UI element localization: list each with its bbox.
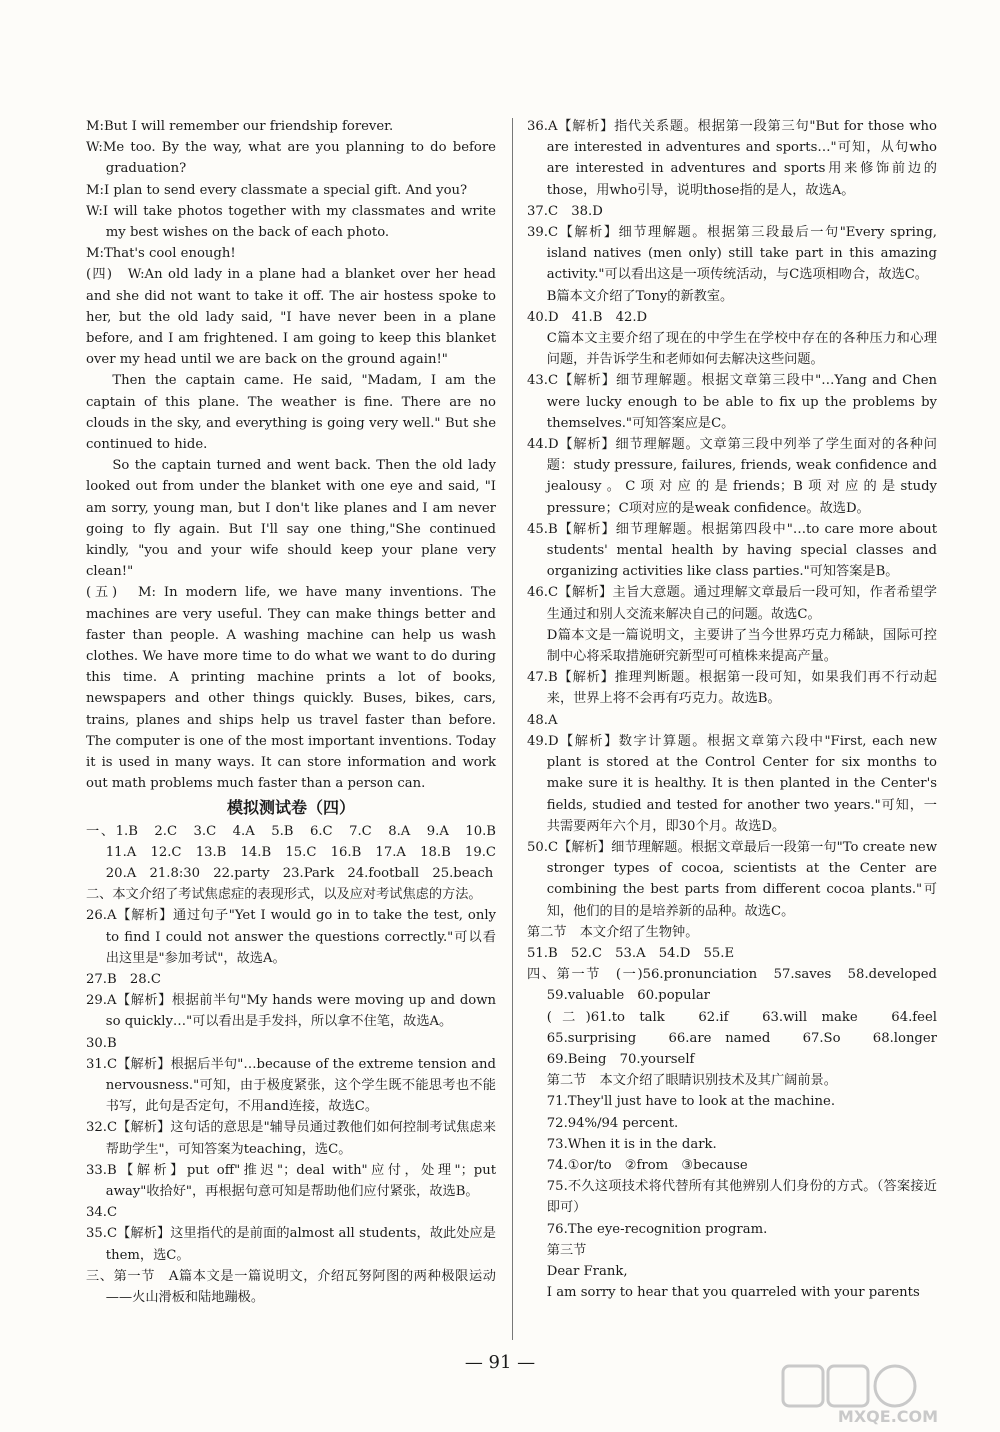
passage-paragraph: (五) M: In modern life, we have many inventions. The machines are very useful. They can make things better and faster than people. A washing machine can help us wash clothes. We have more time to do what we want to do during this time. A printing machine prints a lot of books, newspapers and other things quickly. Buses, bikes, cars, trains, planes and ships help us travel faster than before. The computer is one of the most important inventions. Today it is used in many ways. It can store information and work out math problems much faster than a person can. [86, 585, 496, 792]
footer-dash: — [511, 1352, 536, 1373]
letter-body: I am sorry to hear that you quarreled with your parents [546, 1285, 920, 1301]
passage-paragraph: (四) W:An old lady in a plane had a blanket over her head and she did not want to take it off. The air hostess spoke to her, but the old lady said, "I have never been in a plane before, and I am frightened. I am going to keep this blanket over my head until we are back on the ground again!" [86, 267, 496, 368]
dialogue-line: M:That's cool enough! [86, 246, 236, 262]
answer-line: 36.A【解析】指代关系题。根据第一段第三句"But for those who are interested in adventures and sports…"可知，从句who are interested in adventures and sports用来修饰前边的those，用who引导，说明those指的是人，故选A。 [527, 119, 937, 198]
answer-line: 三、第一节 A篇本文是一篇说明文，介绍瓦努阿图的两种极限运动——火山滑板和陆地蹦极。 [86, 1268, 496, 1305]
answer-line: 45.B【解析】细节理解题。根据第四段中"…to care more about students' mental health by having special classes and organizing activities like class parties."可知答案是B。 [527, 521, 937, 580]
column-divider [512, 118, 513, 1340]
answer-line: 74.①or/to ②from ③because [546, 1157, 748, 1173]
answer-line: 76.The eye-recognition program. [546, 1221, 768, 1237]
right-column [527, 116, 951, 1303]
answer-line: 27.B 28.C [86, 971, 161, 987]
answer-line: 26.A【解析】通过句子"Yet I would go in to take the test, only to find I could not answer the questions correctly."可以看出这里是"参加考试"，故选A。 [86, 908, 496, 966]
watermark-logo-icon [780, 1362, 995, 1428]
section-heading: 第二节 本文介绍了生物钟。 [527, 924, 699, 940]
answer-line: 71.They'll just have to look at the machine. [546, 1094, 836, 1110]
footer-dash: — [464, 1352, 489, 1373]
answer-line: 49.D【解析】数字计算题。根据文章第六段中"First, each new plant is stored at the Control Center for six months to make sure it is healthy. It is then planted in the Center's fields, studied and tested for another two years."可知，一共需要两年六个月，即30个月。故选D。 [527, 733, 937, 834]
answer-line: 43.C【解析】细节理解题。根据文章第三段中"…Yang and Chen were lucky enough to be able to fix up the problems by themselves."可知答案应是C。 [527, 373, 937, 431]
answer-line: 39.C【解析】细节理解题。根据第三段最后一句"Every spring, island natives (men only) still take part in this amazing activity."可以看出这是一项传统活动，与C选项相吻合，故选C。 [527, 225, 937, 283]
answer-line: 44.D【解析】细节理解题。文章第三段中列举了学生面对的各种问题：study pressure, failures, friends, weak confidence and jealousy。C项对应的是friends；B项对应的是study pressure；C项对应的是weak confidence。故选D。 [527, 437, 937, 516]
answer-line: 47.B【解析】推理判断题。根据第一段可知，如果我们再不行动起来，世界上将不会再有巧克力。故选B。 [527, 670, 937, 707]
passage-paragraph: So the captain turned and went back. Then the old lady looked out from under the blanket with one eye and said, "I am sorry, young man, but I don't like planes and I am never going to fly again. But I'll say one thing,"She continued kindly, "you and your wife should keep your plane very clean!" [86, 458, 496, 580]
answer-line: 48.A [527, 712, 558, 728]
dialogue-line: W:Me too. By the way, what are you planning to do before graduation? [86, 140, 496, 177]
dialogue-line: M:I plan to send every classmate a special gift. And you? [86, 182, 468, 198]
answer-line: 31.C【解析】根据后半句"…because of the extreme tension and nervousness."可知，由于极度紧张，这个学生既不能思考也不能书写，此句是否定句，不用and连接，故选C。 [86, 1056, 496, 1115]
answer-line: (二)61.to talk 62.if 63.will make 64.feel 65.surprising 66.are named 67.So 68.longer 69.Being 70.yourself [546, 1009, 951, 1067]
dialogue-line: M:But I will remember our friendship forever. [86, 119, 394, 134]
section-heading: 第三节 [546, 1242, 587, 1258]
answer-line: 50.C【解析】细节理解题。根据文章最后一段第一句"To create new stronger types of cocoa, scientists at the Center are combining the best parts from different cocoa plants."可知，他们的目的是培养新的品种。故选C。 [527, 839, 937, 919]
passage-summary: B篇本文介绍了Tony的新教室。 [546, 288, 734, 304]
answer-line: 35.C【解析】这里指代的是前面的almost all students，故此处应是them，选C。 [86, 1226, 496, 1263]
answer-line: 32.C【解析】这句话的意思是"辅导员通过教他们如何控制考试焦虑来帮助学生"，可知答案为teaching，选C。 [86, 1120, 496, 1157]
section-heading: 第二节 本文介绍了眼睛识别技术及其广阔前景。 [546, 1073, 837, 1089]
answer-line: 46.C【解析】主旨大意题。通过理解文章最后一段可知，作者希望学生通过和别人交流来解决自己的问题。故选C。 [527, 585, 937, 622]
answer-line: 33.B【解析】put off"推迟"；deal with"应付，处理"；put away"收拾好"，再根据句意可知是帮助他们应付紧张，故选B。 [86, 1162, 496, 1199]
letter-salutation: Dear Frank, [546, 1263, 628, 1279]
answer-line: 73.When it is in the dark. [546, 1136, 717, 1152]
answer-line: 30.B [86, 1035, 117, 1051]
passage-summary: D篇本文是一篇说明文，主要讲了当今世界巧克力稀缺，国际可控制中心将采取措施研究新型可可植株来提高产量。 [546, 627, 937, 665]
passage-paragraph: Then the captain came. He said, "Madam, I am the captain of this plane. The weather is fine. There are no clouds in the sky, and everything is going very well." But she continued to hide. [86, 373, 496, 453]
section-title: 模拟测试卷（四） [226, 797, 355, 817]
answer-line: 二、本文介绍了考试焦虑症的表现形式，以及应对考试焦虑的方法。 [86, 887, 482, 903]
answer-line: 34.C [86, 1205, 118, 1221]
answer-line: 72.94%/94 percent. [546, 1115, 679, 1131]
answer-line: 51.B 52.C 53.A 54.D 55.E [527, 945, 735, 961]
answer-line: 37.C 38.D [527, 203, 603, 219]
answer-line: 四、第一节 (一)56.pronunciation 57.saves 58.developed 59.valuable 60.popular [527, 967, 951, 1004]
answer-line: 40.D 41.B 42.D [527, 309, 648, 325]
dialogue-line: W:I will take photos together with my classmates and write my best wishes on the back of each photo. [86, 203, 496, 241]
answer-line: 一、1.B 2.C 3.C 4.A 5.B 6.C 7.C 8.A 9.A 10.B 11.A 12.C 13.B 14.B 15.C 16.B 17.A 18.B 19.C 20.A 21.8:30 22.party 23.Park 24.football 25.beach [86, 823, 510, 881]
passage-summary: C篇本文主要介绍了现在的中学生在学校中存在的各种压力和心理问题，并告诉学生和老师如何去解决这些问题。 [546, 331, 937, 368]
svg-text:MXQE.COM: MXQE.COM [837, 1407, 939, 1426]
answer-line: 75.不久这项技术将代替所有其他辨别人们身份的方式。（答案接近即可） [546, 1179, 937, 1216]
answer-line: 29.A【解析】根据前半句"My hands were moving up and down so quickly…"可以看出是手发抖，所以拿不住笔，故选A。 [86, 993, 496, 1030]
left-column [86, 116, 510, 1308]
page-number: 91 [488, 1352, 512, 1373]
